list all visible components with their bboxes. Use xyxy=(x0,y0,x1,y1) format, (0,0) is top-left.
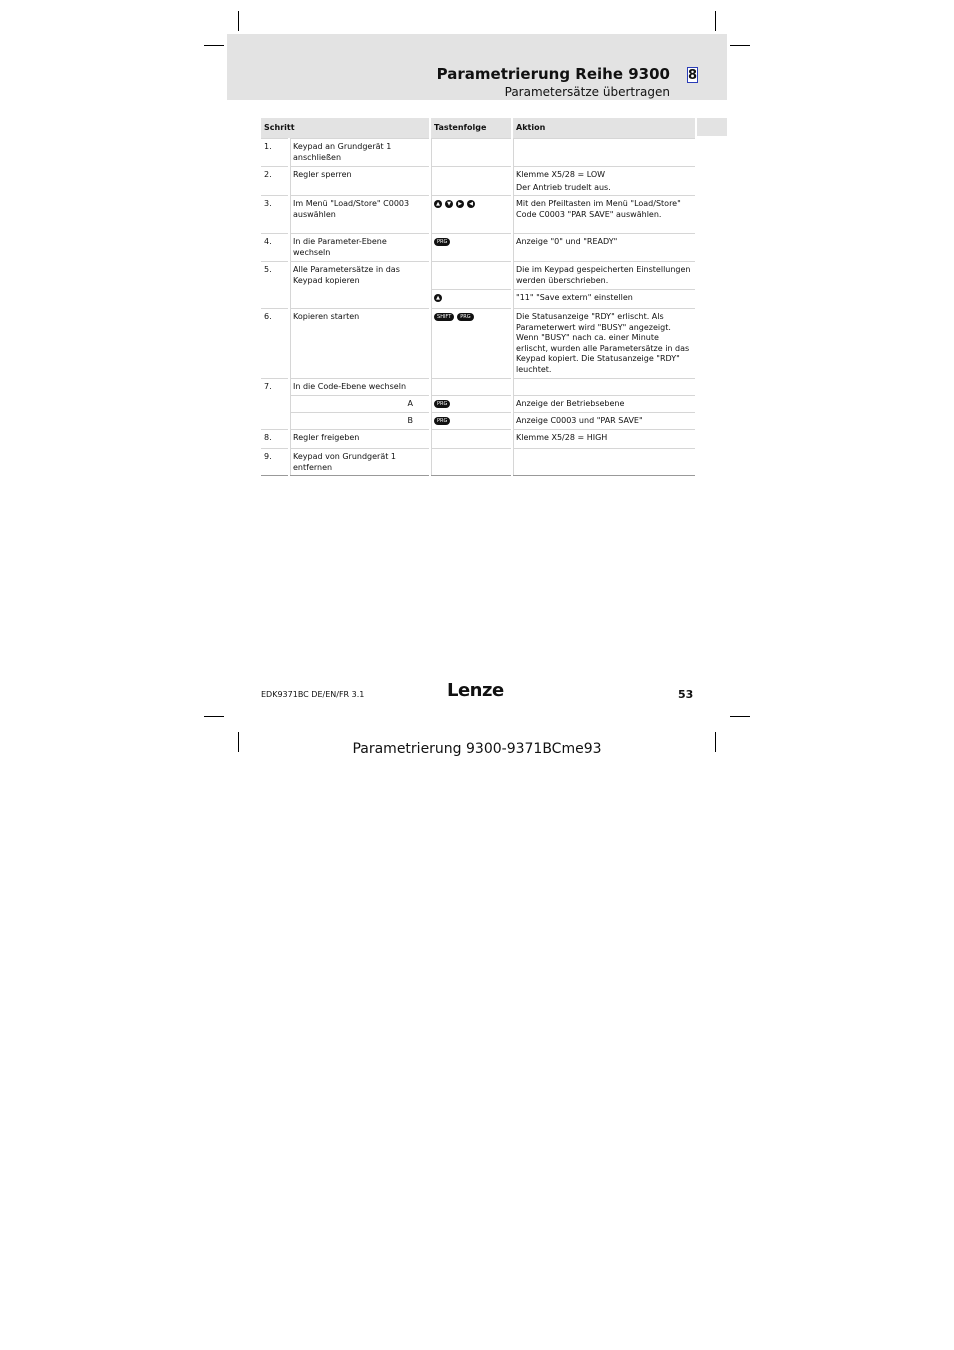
chapter-number: 8 xyxy=(688,68,698,83)
table-row xyxy=(261,413,695,430)
column-header-step: Schritt xyxy=(261,118,430,139)
step-text: Keypad von Grundgerät 1 entfernen xyxy=(289,449,430,476)
key-sequence xyxy=(430,167,512,196)
up-key-icon: ▲ xyxy=(434,200,442,208)
step-number: 3. xyxy=(261,196,289,234)
bottom-caption: Parametrierung 9300-9371BCme93 xyxy=(352,741,602,757)
table-row xyxy=(261,430,695,449)
action-text-secondary: Der Antrieb trudelt aus. xyxy=(516,182,611,192)
action-text xyxy=(512,139,695,167)
step-text: Alle Parametersätze in das Keypad kopieren xyxy=(289,262,430,309)
action-text: Die Statusanzeige "RDY" erlischt. Als Parameterwert wird "BUSY" angezeigt. Wenn "BUSY" nach ca. einer Minute erlischt, wurden alle Parametersätze in das Keypad kopiert. Die Statusanzeige "RDY" leuchtet. xyxy=(512,309,695,379)
key-sequence xyxy=(430,309,512,379)
sub-step-label xyxy=(289,413,430,430)
action-cell xyxy=(512,167,695,196)
step-number: 2. xyxy=(261,167,289,196)
step-number: 5. xyxy=(261,262,289,309)
crop-mark xyxy=(204,45,224,46)
step-number: 4. xyxy=(261,234,289,262)
table-row xyxy=(261,396,695,413)
side-tab xyxy=(697,118,727,136)
crop-mark xyxy=(204,716,224,717)
key-sequence xyxy=(430,379,512,396)
step-number: 7. xyxy=(261,379,289,430)
sub-step-b: B xyxy=(407,416,414,425)
prg-key-icon: PRG xyxy=(457,313,473,321)
page-subtitle: Parametersätze übertragen xyxy=(504,85,670,99)
action-text: Klemme X5/28 = HIGH xyxy=(512,430,695,449)
step-number: 1. xyxy=(261,139,289,167)
table-header-row xyxy=(261,118,695,139)
action-text: "11" "Save extern" einstellen xyxy=(512,290,695,309)
crop-mark xyxy=(730,716,750,717)
column-header-action: Aktion xyxy=(512,118,695,139)
key-sequence xyxy=(430,396,512,413)
table-row xyxy=(261,167,695,196)
table-row xyxy=(261,379,695,396)
step-number: 6. xyxy=(261,309,289,379)
key-sequence xyxy=(430,196,512,234)
up-key-icon: ▲ xyxy=(434,294,442,302)
key-sequence xyxy=(430,234,512,262)
prg-key-icon: PRG xyxy=(434,417,450,425)
page-title: Parametrierung Reihe 9300 xyxy=(436,65,670,83)
down-key-icon: ▼ xyxy=(445,200,453,208)
brand-logo: Lenze xyxy=(447,680,504,701)
prg-key-icon: PRG xyxy=(434,238,450,246)
document-code: EDK9371BC DE/EN/FR 3.1 xyxy=(261,690,365,699)
steps-table xyxy=(261,118,695,476)
left-key-icon: ◀ xyxy=(467,200,475,208)
step-text: In die Code-Ebene wechseln xyxy=(289,379,430,396)
table-row xyxy=(261,449,695,476)
right-key-icon: ▶ xyxy=(456,200,464,208)
key-sequence xyxy=(430,413,512,430)
action-text: Anzeige "0" und "READY" xyxy=(512,234,695,262)
action-text xyxy=(512,449,695,476)
table-body xyxy=(261,139,695,476)
step-text: Kopieren starten xyxy=(289,309,430,379)
step-text: Regler sperren xyxy=(289,167,430,196)
page-number: 53 xyxy=(678,688,694,701)
step-text: In die Parameter-Ebene wechseln xyxy=(289,234,430,262)
step-text: Regler freigeben xyxy=(289,430,430,449)
crop-mark xyxy=(238,11,239,31)
table-row xyxy=(261,309,695,379)
key-sequence xyxy=(430,290,512,309)
step-text: Im Menü "Load/Store" C0003 auswählen xyxy=(289,196,430,234)
column-header-keys: Tastenfolge xyxy=(430,118,512,139)
action-text: Die im Keypad gespeicherten Einstellungen werden überschrieben. xyxy=(512,262,695,290)
table-row xyxy=(261,196,695,234)
prg-key-icon: PRG xyxy=(434,400,450,408)
table-row xyxy=(261,139,695,167)
key-sequence xyxy=(430,430,512,449)
shift-key-icon: SHIFT xyxy=(434,313,454,321)
sub-step-label xyxy=(289,396,430,413)
action-text: Anzeige C0003 und "PAR SAVE" xyxy=(512,413,695,430)
table-row xyxy=(261,234,695,262)
action-text: Mit den Pfeiltasten im Menü "Load/Store" Code C0003 "PAR SAVE" auswählen. xyxy=(512,196,695,234)
crop-mark xyxy=(730,45,750,46)
step-number: 8. xyxy=(261,430,289,449)
action-text: Anzeige der Betriebsebene xyxy=(512,396,695,413)
action-text: Klemme X5/28 = LOW xyxy=(516,170,606,179)
step-text: Keypad an Grundgerät 1 anschließen xyxy=(289,139,430,167)
sub-step-a: A xyxy=(407,399,414,408)
key-sequence xyxy=(430,139,512,167)
table-row xyxy=(261,262,695,290)
crop-mark xyxy=(715,11,716,31)
action-text xyxy=(512,379,695,396)
key-sequence xyxy=(430,262,512,290)
step-number: 9. xyxy=(261,449,289,476)
key-sequence xyxy=(430,449,512,476)
